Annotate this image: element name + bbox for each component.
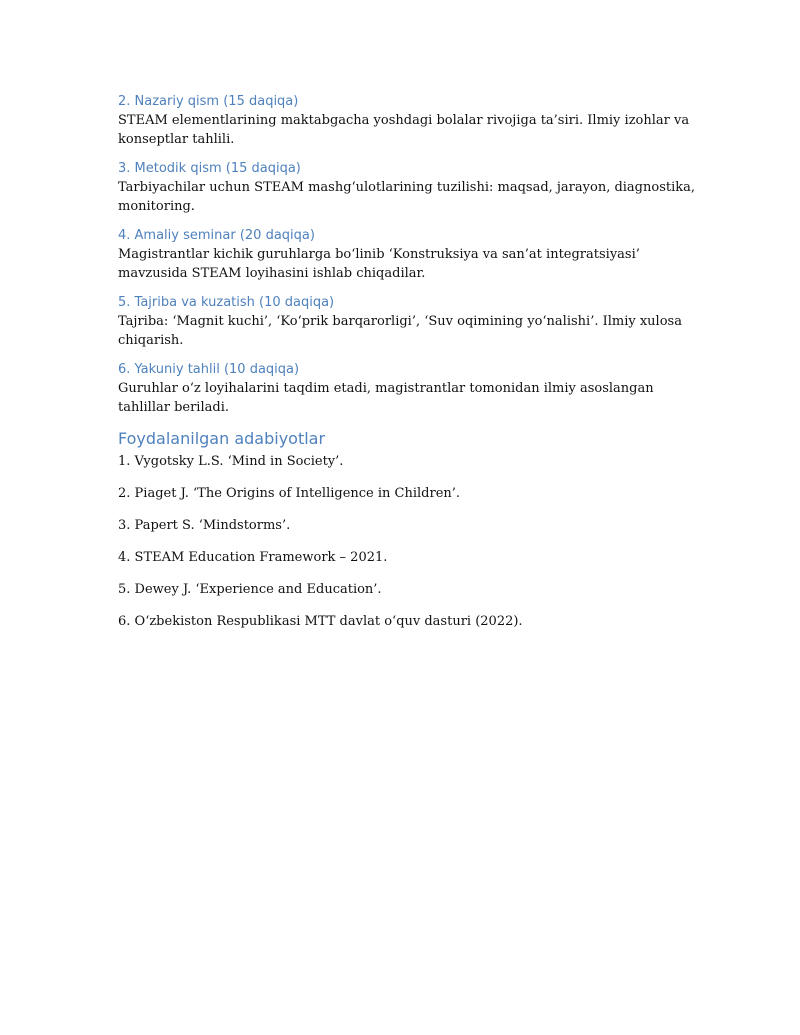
section-amaliy	[118, 227, 698, 283]
section-text: Guruhlar o‘z loyihalarini taqdim etadi, magistrantlar tomonidan ilmiy asoslangan tahlillar beriladi.	[118, 381, 654, 415]
section-metodik	[118, 160, 698, 216]
section-heading: 4. Amaliy seminar (20 daqiqa)	[118, 228, 315, 243]
section-yakuniy	[118, 361, 698, 417]
section-heading: 6. Yakuniy tahlil (10 daqiqa)	[118, 362, 300, 377]
reference-item: 5. Dewey J. ‘Experience and Education’.	[118, 582, 382, 597]
reference-item: 1. Vygotsky L.S. ‘Mind in Society’.	[118, 454, 344, 469]
references-section	[118, 428, 698, 631]
section-nazariy	[118, 93, 698, 149]
section-text: Magistrantlar kichik guruhlarga bo‘linib ‘Konstruksiya va san’at integratsiyasi’ mavzusida STEAM loyihasini ishlab chiqadilar.	[118, 247, 640, 281]
section-text: Tajriba: ‘Magnit kuchi’, ‘Ko‘prik barqarorligi’, ‘Suv oqimining yo‘nalishi’. Ilmiy xulosa chiqarish.	[118, 314, 682, 348]
references-title: Foydalanilgan adabiyotlar	[118, 429, 326, 448]
reference-item: 4. STEAM Education Framework – 2021.	[118, 550, 388, 565]
reference-item: 3. Papert S. ‘Mindstorms’.	[118, 518, 291, 533]
section-heading: 3. Metodik qism (15 daqiqa)	[118, 161, 301, 176]
section-text: STEAM elementlarining maktabgacha yoshdagi bolalar rivojiga ta’siri. Ilmiy izohlar va konseptlar tahlili.	[118, 113, 690, 147]
page-content	[118, 93, 698, 644]
section-tajriba	[118, 294, 698, 350]
section-heading: 2. Nazariy qism (15 daqiqa)	[118, 94, 299, 109]
section-text: Tarbiyachilar uchun STEAM mashg‘ulotlarining tuzilishi: maqsad, jarayon, diagnostika, monitoring.	[118, 180, 696, 214]
reference-item: 6. O‘zbekiston Respublikasi MTT davlat o‘quv dasturi (2022).	[118, 614, 523, 629]
section-heading: 5. Tajriba va kuzatish (10 daqiqa)	[118, 295, 335, 310]
reference-item: 2. Piaget J. ‘The Origins of Intelligence in Children’.	[118, 486, 461, 501]
